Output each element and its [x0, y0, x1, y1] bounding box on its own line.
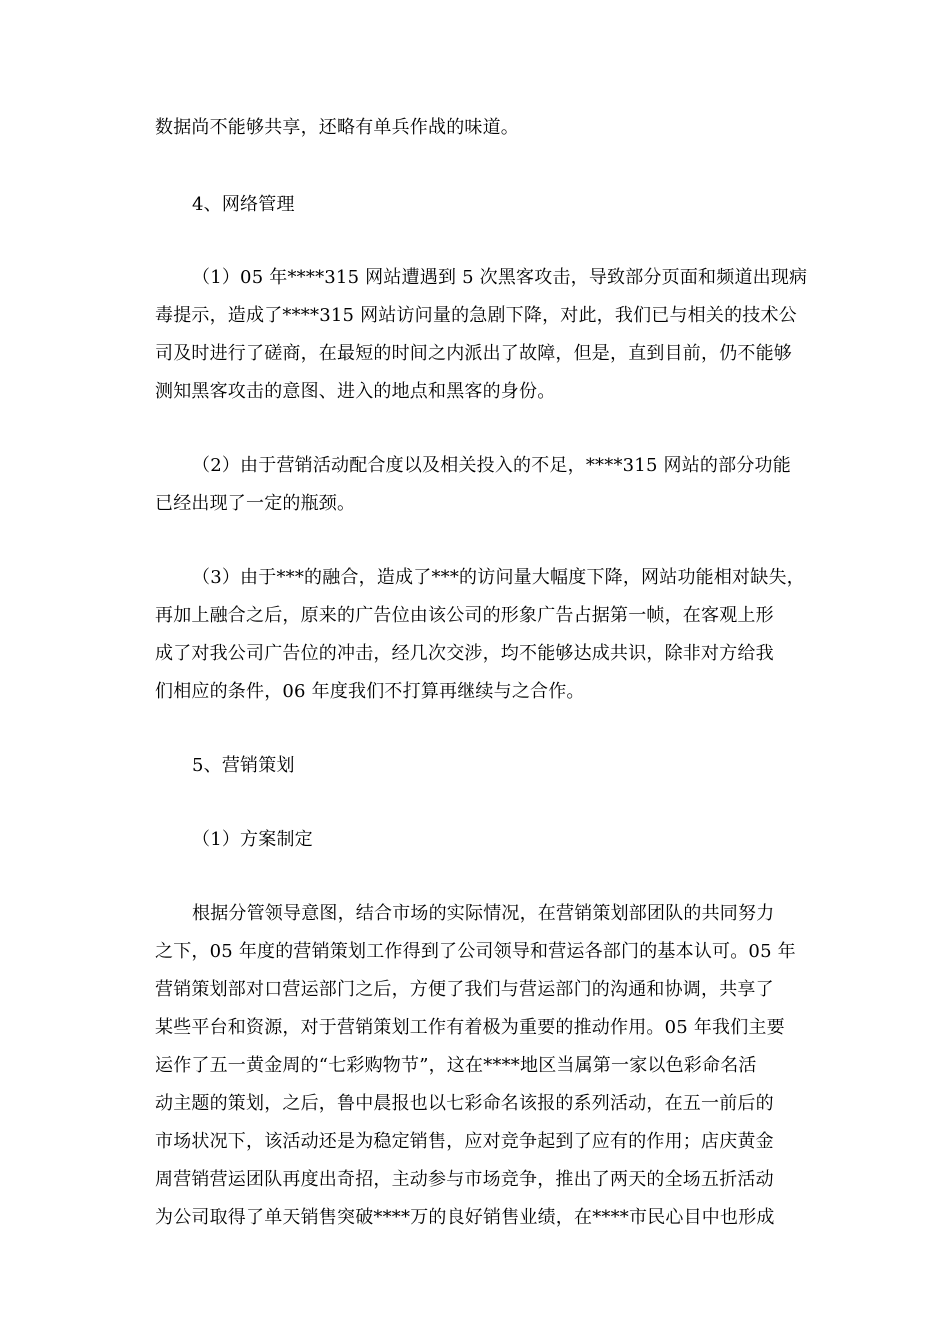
paragraph-line: 测知黑客攻击的意图、进入的地点和黑客的身份。 [155, 381, 556, 402]
paragraph-line: 动主题的策划，之后，鲁中晨报也以七彩命名该报的系列活动，在五一前后的 [155, 1093, 774, 1114]
paragraph-line: 周营销营运团队再度出奇招，主动参与市场竞争，推出了两天的全场五折活动 [155, 1169, 774, 1190]
paragraph-line: 根据分管领导意图，结合市场的实际情况，在营销策划部团队的共同努力 [192, 903, 775, 924]
paragraph-line: 运作了五一黄金周的“七彩购物节”，这在****地区当属第一家以色彩命名活 [155, 1055, 757, 1076]
paragraph-line: 司及时进行了磋商，在最短的时间之内派出了故障，但是，直到目前，仍不能够 [155, 343, 792, 364]
section-heading: 4、网络管理 [192, 194, 295, 215]
paragraph-line: 营销策划部对口营运部门之后，方便了我们与营运部门的沟通和协调，共享了 [155, 979, 774, 1000]
paragraph-line: （1）05 年****315 网站遭遇到 5 次黑客攻击，导致部分页面和频道出现病 [192, 267, 808, 288]
paragraph-line: 们相应的条件，06 年度我们不打算再继续与之合作。 [155, 681, 585, 702]
paragraph-line: 某些平台和资源，对于营销策划工作有着极为重要的推动作用。05 年我们主要 [155, 1017, 785, 1038]
paragraph-line: 再加上融合之后，原来的广告位由该公司的形象广告占据第一帧，在客观上形 [155, 605, 774, 626]
subsection-heading: （1）方案制定 [192, 829, 313, 850]
paragraph-line: 已经出现了一定的瓶颈。 [155, 493, 356, 514]
paragraph-line: （2）由于营销活动配合度以及相关投入的不足，****315 网站的部分功能 [192, 455, 791, 476]
paragraph-line: 市场状况下，该活动还是为稳定销售，应对竞争起到了应有的作用；店庆黄金 [155, 1131, 774, 1152]
paragraph-line: 毒提示，造成了****315 网站访问量的急剧下降，对此，我们已与相关的技术公 [155, 305, 797, 326]
paragraph-line: 为公司取得了单天销售突破****万的良好销售业绩，在****市民心目中也形成 [155, 1207, 775, 1228]
paragraph-line: 数据尚不能够共享，还略有单兵作战的味道。 [155, 117, 519, 138]
paragraph-line: 成了对我公司广告位的冲击，经几次交涉，均不能够达成共识，除非对方给我 [155, 643, 774, 664]
section-heading: 5、营销策划 [192, 755, 295, 776]
paragraph-line: （3）由于***的融合，造成了***的访问量大幅度下降，网站功能相对缺失， [192, 567, 805, 588]
paragraph-line: 之下，05 年度的营销策划工作得到了公司领导和营运各部门的基本认可。05 年 [155, 941, 796, 962]
